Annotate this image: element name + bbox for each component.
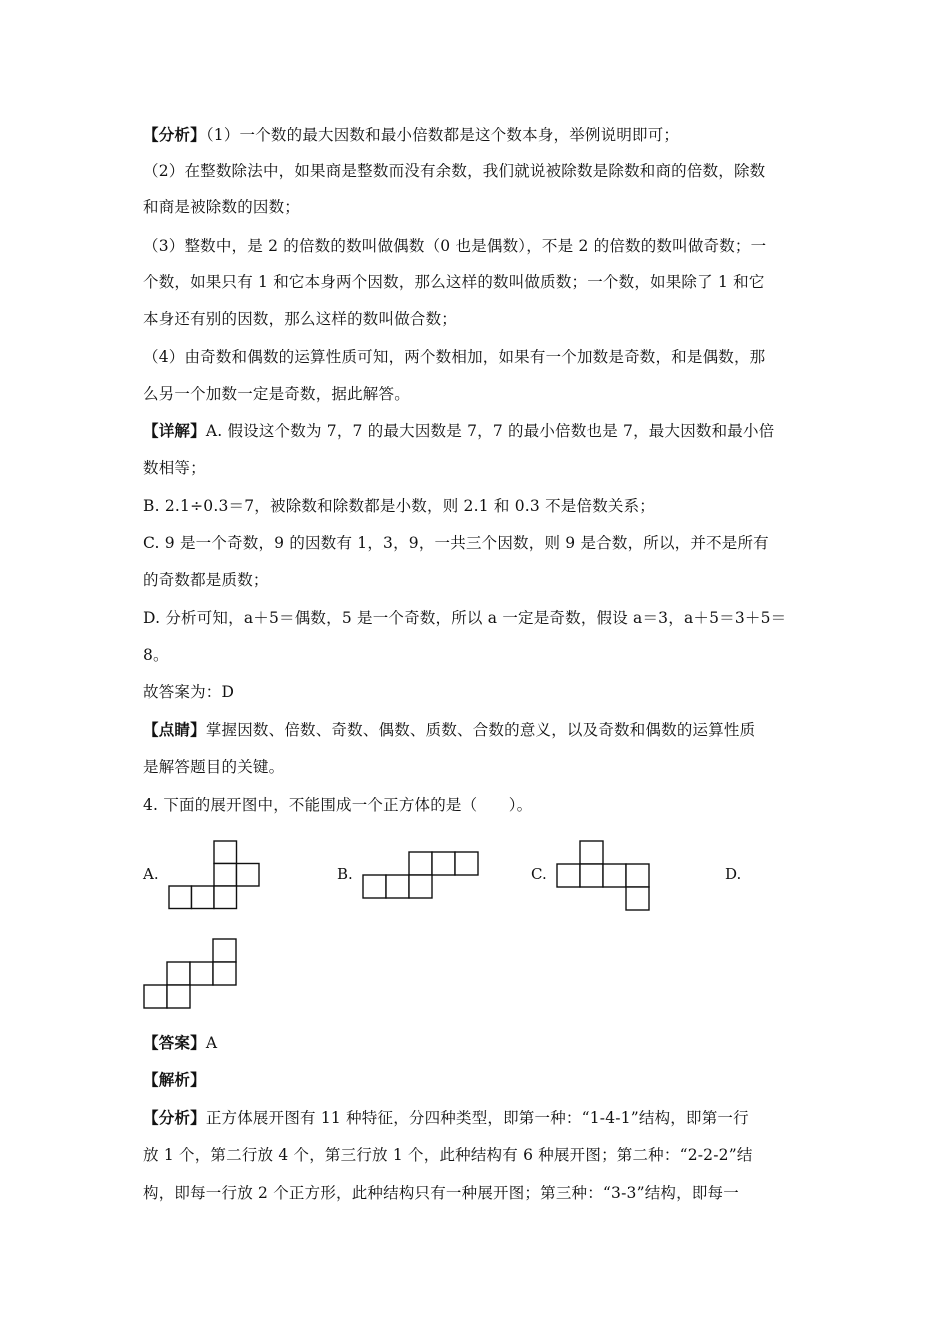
option-a-net [168, 840, 263, 910]
analysis-line-1: 【分析】（1）一个数的最大因数和最小倍数都是这个数本身，举例说明即可； [143, 125, 680, 144]
analysis-tag: 【分析】 [143, 125, 206, 144]
comment-line-1: 【点睛】掌握因数、倍数、奇数、偶数、质数、合数的意义，以及奇数和偶数的运算性质 [143, 720, 756, 739]
analysis4-line-1: 【分析】正方体展开图有 11 种特征，分四种类型，即第一种：“1-4-1”结构，即第一行 [143, 1108, 749, 1127]
analysis-line-5: 个数，如果只有 1 和它本身两个因数，那么这样的数叫做质数；一个数，如果除了 1 和它 [143, 273, 765, 291]
analysis-line-4: （3）整数中，是 2 的倍数的数叫做偶数（0 也是偶数），不是 2 的倍数的数叫做奇数；一 [143, 237, 767, 255]
analysis-line-3: 和商是被除数的因数； [143, 198, 301, 216]
analysis-line-8: 么另一个加数一定是奇数，据此解答。 [143, 385, 410, 403]
option-c-net [556, 840, 652, 911]
answer4-tag: 【答案】 [143, 1033, 206, 1052]
detail-line-2: 数相等； [143, 459, 206, 477]
comment-line-2: 是解答题目的关键。 [143, 758, 285, 776]
option-b-label: B. [337, 865, 353, 883]
detail-line-3: B. 2.1÷0.3＝7，被除数和除数都是小数，则 2.1 和 0.3 不是倍数关系； [143, 497, 656, 515]
analysis4-heading: 【解析】 [143, 1070, 206, 1089]
comment-tag: 【点睛】 [143, 720, 206, 739]
analysis4-line-2: 放 1 个，第二行放 4 个，第三行放 1 个，此种结构有 6 种展开图；第二种：“2-2-2”结 [143, 1146, 753, 1164]
detail-line-5: 的奇数都是质数； [143, 571, 269, 589]
option-a-label: A. [143, 865, 159, 883]
answer4-line [143, 1033, 217, 1053]
option-c-label: C. [531, 865, 547, 883]
option-d-net [143, 938, 239, 1009]
detail-line-4: C. 9 是一个奇数，9 的因数有 1，3，9，一共三个因数，则 9 是合数，所以，并不是所有 [143, 534, 769, 552]
analysis4-tag: 【分析】 [143, 1108, 206, 1127]
analysis-line-7: （4）由奇数和偶数的运算性质可知，两个数相加，如果有一个加数是奇数，和是偶数，那 [143, 348, 766, 366]
detail-line-6: D. 分析可知，a＋5＝偶数，5 是一个奇数，所以 a 一定是奇数，假设 a＝3，a＋5＝3＋5＝ [143, 609, 787, 627]
analysis-line-2: （2）在整数除法中，如果商是整数而没有余数，我们就说被除数是除数和商的倍数，除数 [143, 162, 766, 180]
option-b-net [362, 851, 482, 899]
analysis-line-6: 本身还有别的因数，那么这样的数叫做合数； [143, 310, 458, 328]
detail-line-7: 8。 [143, 646, 169, 664]
analysis4-line-3: 构，即每一行放 2 个正方形，此种结构只有一种展开图；第三种：“3-3”结构，即每一 [143, 1184, 739, 1202]
option-d-label: D. [725, 865, 742, 883]
detail-tag: 【详解】 [143, 421, 206, 440]
answer4-value: A [205, 1034, 218, 1052]
question4-stem: 4. 下面的展开图中，不能围成一个正方体的是（ ）。 [143, 796, 533, 814]
detail-line-1: 【详解】A. 假设这个数为 7，7 的最大因数是 7，7 的最小倍数也是 7，最大因数和最小倍 [143, 421, 775, 440]
detail-answer: 故答案为：D [143, 683, 235, 701]
